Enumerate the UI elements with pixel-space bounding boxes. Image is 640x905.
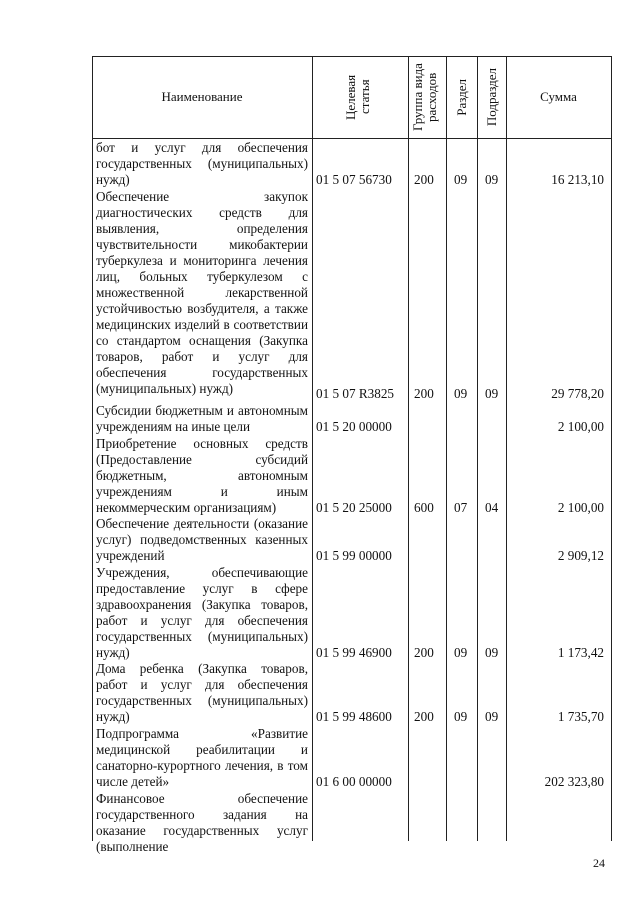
row-name: Приобретение основных средств (Предоставление субсидий бюджетным, автономным учреждениям и иным некоммерческим организациям) bbox=[96, 436, 308, 515]
row-name: Дома ребенка (Закупка товаров, работ и услуг для обеспечения государственных (муниципальных) нужд) bbox=[96, 661, 308, 724]
row-name: Финансовое обеспечение государственного задания на оказание государственных услуг (выполнение bbox=[96, 791, 308, 854]
row-name: бот и услуг для обеспечения государственных (муниципальных) нужд) bbox=[96, 140, 308, 187]
row-section: 09 bbox=[454, 645, 468, 660]
header-group-label: Группа вида расходов bbox=[410, 63, 439, 131]
row-sum: 29 778,20 bbox=[551, 386, 604, 401]
row-subsection: 09 bbox=[485, 386, 499, 401]
row-name: Субсидии бюджетным и автономным учреждениям на иные цели bbox=[96, 403, 308, 434]
row-code: 01 6 00 00000 bbox=[316, 774, 392, 789]
row-subsection: 09 bbox=[485, 709, 499, 724]
header-section bbox=[446, 56, 477, 138]
row-name: Обеспечение закупок диагностических средств для выявления, определения чувствительности микобактерии туберкулеза и мониторинга лечения лиц, больных туберкулезом с множественной лекарственной устойчивостью возбудителя, а также медицинских изделий в соответствии со стандартом оснащения (Закупка товаров, работ и услуг для обеспечения государственных (муниципальных) нужд) bbox=[96, 189, 308, 396]
col-border bbox=[408, 56, 409, 841]
row-name: Обеспечение деятельности (оказание услуг) подведомственных казенных учреждений bbox=[96, 516, 308, 563]
row-section: 07 bbox=[454, 500, 468, 515]
row-sum: 2 100,00 bbox=[557, 500, 604, 515]
row-section: 09 bbox=[454, 172, 468, 187]
row-name: Подпрограмма «Развитие медицинской реабилитации и санаторно-курортного лечения, в том числе детей» bbox=[96, 726, 308, 789]
col-border bbox=[611, 56, 612, 841]
row-code: 01 5 07 56730 bbox=[316, 172, 392, 187]
header-sum bbox=[506, 56, 611, 138]
col-border bbox=[477, 56, 478, 841]
row-section: 09 bbox=[454, 386, 468, 401]
col-border bbox=[92, 56, 93, 841]
header-code-label: Целевая статья bbox=[343, 74, 372, 120]
row-code: 01 5 99 46900 bbox=[316, 645, 392, 660]
row-sum: 2 100,00 bbox=[557, 419, 604, 434]
header-sum-label: Сумма bbox=[540, 89, 577, 104]
header-bottom-border bbox=[92, 138, 612, 139]
page-number: 24 bbox=[593, 856, 605, 870]
row-code: 01 5 99 00000 bbox=[316, 548, 392, 563]
row-sum: 1 173,42 bbox=[557, 645, 604, 660]
row-group: 600 bbox=[414, 500, 434, 515]
row-group: 200 bbox=[414, 709, 434, 724]
row-code: 01 5 20 25000 bbox=[316, 500, 392, 515]
row-sum: 1 735,70 bbox=[557, 709, 604, 724]
row-group: 200 bbox=[414, 645, 434, 660]
col-border bbox=[506, 56, 507, 841]
row-group: 200 bbox=[414, 172, 434, 187]
row-subsection: 04 bbox=[485, 500, 499, 515]
row-code: 01 5 07 R3825 bbox=[316, 386, 395, 401]
header-group bbox=[408, 56, 446, 138]
row-sum: 202 323,80 bbox=[544, 774, 604, 789]
header-section-label: Раздел bbox=[453, 78, 469, 116]
col-border bbox=[312, 56, 313, 841]
row-code: 01 5 20 00000 bbox=[316, 419, 392, 434]
row-subsection: 09 bbox=[485, 645, 499, 660]
header-subsection bbox=[477, 56, 506, 138]
row-section: 09 bbox=[454, 709, 468, 724]
row-subsection: 09 bbox=[485, 172, 499, 187]
row-group: 200 bbox=[414, 386, 434, 401]
header-name-label: Наименование bbox=[161, 89, 243, 104]
row-code: 01 5 99 48600 bbox=[316, 709, 392, 724]
col-border bbox=[446, 56, 447, 841]
budget-table bbox=[92, 56, 612, 854]
row-sum: 2 909,12 bbox=[557, 548, 604, 563]
header-name bbox=[92, 56, 312, 138]
header-subsection-label: Подраздел bbox=[483, 67, 499, 127]
row-sum: 16 213,10 bbox=[551, 172, 604, 187]
row-name: Учреждения, обеспечивающие предоставление услуг в сфере здравоохранения (Закупка товаров, работ и услуг для обеспечения государственных (муниципальных) нужд) bbox=[96, 565, 308, 660]
header-code bbox=[312, 56, 408, 138]
